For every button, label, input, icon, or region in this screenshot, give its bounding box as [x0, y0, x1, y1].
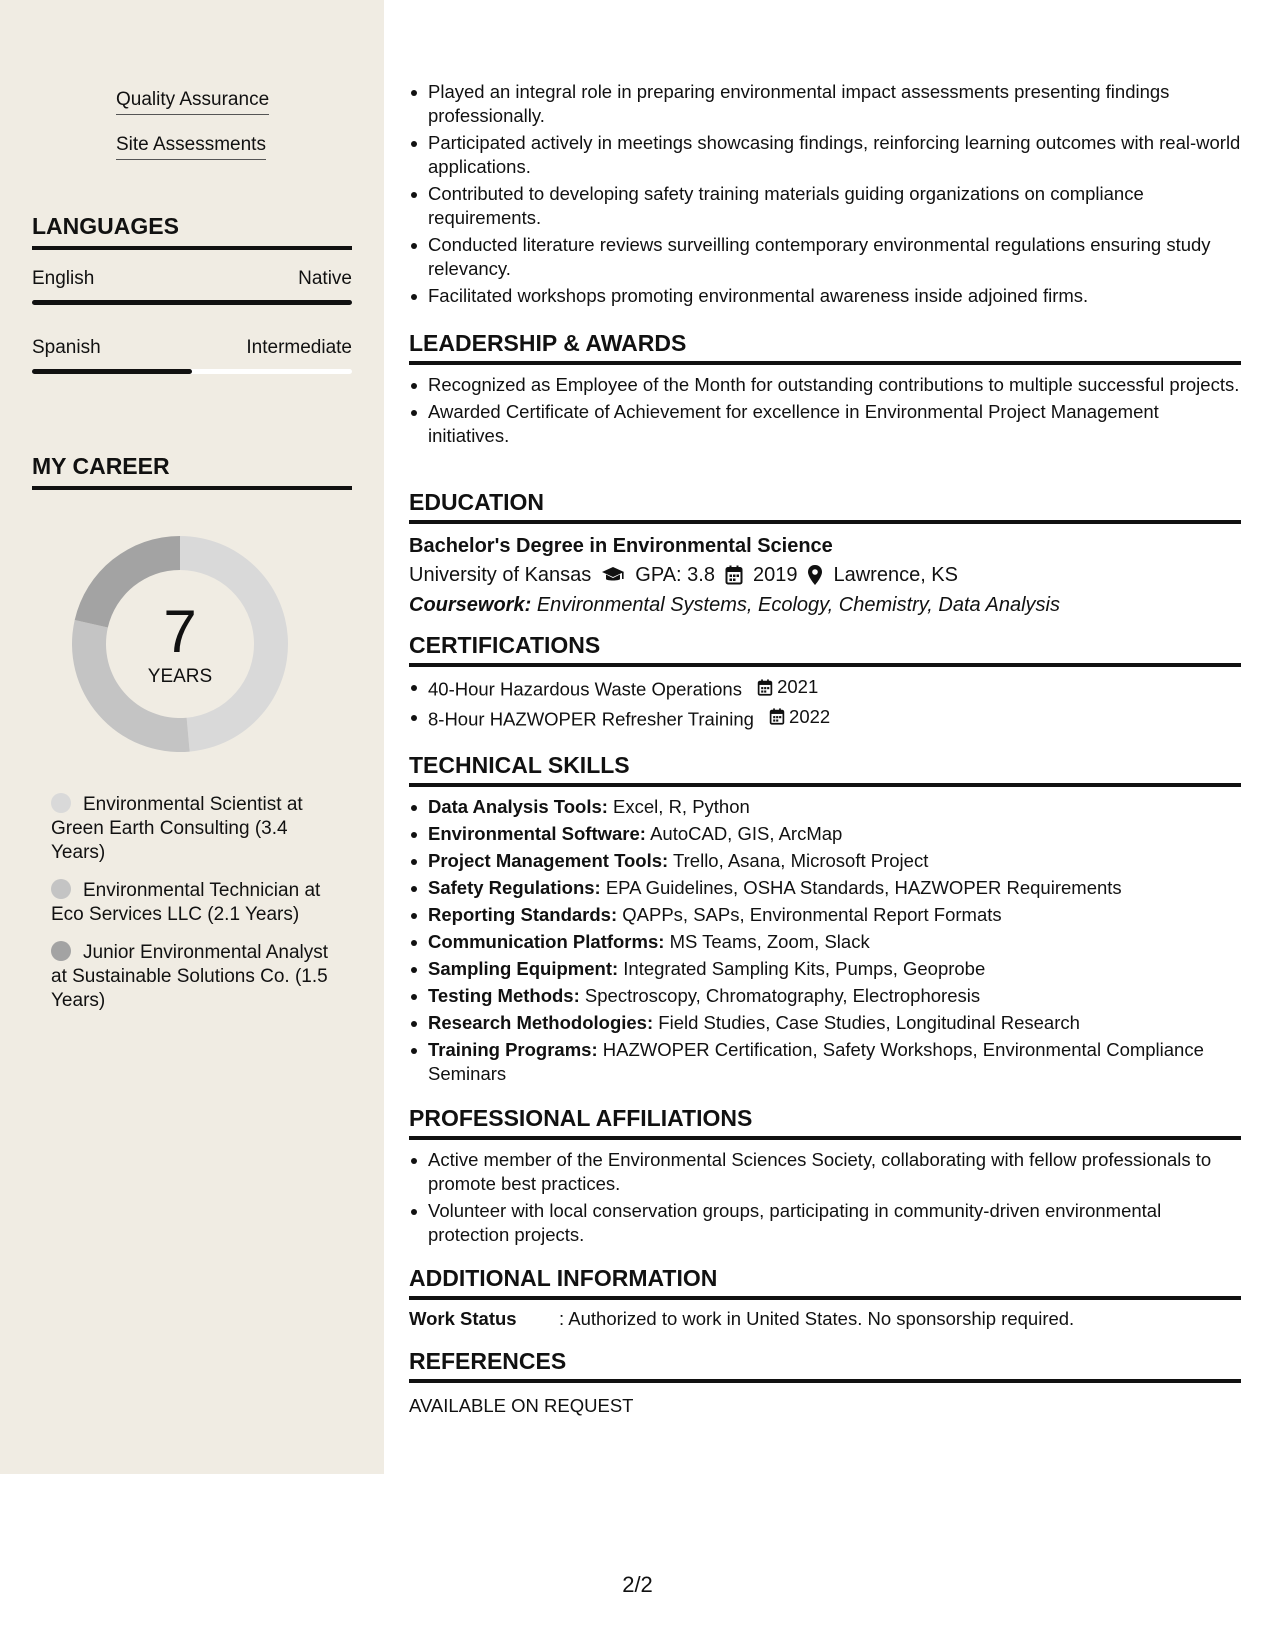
certification-year: 2022: [789, 705, 831, 727]
section-heading: PROFESSIONAL AFFILIATIONS: [409, 1104, 1241, 1140]
skill-label: Training Programs:: [428, 1039, 598, 1060]
work-status-row: [409, 1306, 1241, 1332]
affiliations-list: [409, 1148, 1241, 1247]
section-heading: LEADERSHIP & AWARDS: [409, 329, 1241, 365]
list-item: [409, 957, 1241, 981]
list-item: Conducted literature reviews surveilling contemporary environmental regulations ensuring study relevancy.: [409, 233, 1241, 281]
list-item: [409, 876, 1241, 900]
language-name: English: [32, 268, 95, 289]
language-bar-spanish: [32, 369, 352, 374]
list-item: Volunteer with local conservation groups, participating in community-driven environmental protection projects.: [409, 1199, 1241, 1247]
technical-skills-list: [409, 795, 1241, 1086]
list-item: Played an integral role in preparing environmental impact assessments presenting findings professionally.: [409, 80, 1241, 128]
career-legend-dot: [51, 941, 71, 961]
skill-value: HAZWOPER Certification, Safety Workshops, Environmental Compliance Seminars: [428, 1039, 1204, 1084]
references-section: [409, 1347, 1241, 1419]
skill-label: Project Management Tools:: [428, 850, 669, 871]
certifications-section: [409, 631, 1241, 731]
skill-label: Safety Regulations:: [428, 877, 601, 898]
school-name: University of Kansas: [409, 564, 592, 586]
list-item: [409, 705, 1241, 732]
section-heading: TECHNICAL SKILLS: [409, 751, 1241, 787]
language-row-english: [32, 267, 352, 291]
career-item-text: Junior Environmental Analyst at Sustainable Solutions Co. (1.5 Years): [51, 942, 329, 1011]
skill-value: Field Studies, Case Studies, Longitudinal Research: [658, 1012, 1080, 1033]
section-heading: ADDITIONAL INFORMATION: [409, 1264, 1241, 1300]
skill-value: EPA Guidelines, OSHA Standards, HAZWOPER Requirements: [605, 877, 1122, 898]
skill-label: Environmental Software:: [428, 823, 646, 844]
coursework-label: Coursework:: [409, 594, 532, 616]
skill-label: Sampling Equipment:: [428, 958, 619, 979]
calendar-icon: [757, 679, 773, 696]
certification-year: 2021: [777, 676, 819, 697]
graduation-year: 2019: [752, 564, 798, 586]
location-pin-icon: [807, 564, 823, 586]
list-item: [409, 1038, 1241, 1086]
affiliations-section: [409, 1104, 1241, 1247]
technical-skills-section: [409, 751, 1241, 1086]
skill-value: Excel, R, Python: [613, 796, 750, 817]
career-years-number: 7: [163, 598, 197, 665]
languages-heading: LANGUAGES: [32, 212, 352, 250]
degree-title: Bachelor's Degree in Environmental Science: [409, 535, 833, 557]
info-key: Work Status: [409, 1308, 517, 1329]
list-item: [409, 1011, 1241, 1035]
skill-quality-assurance: Quality Assurance: [116, 88, 269, 115]
language-row-spanish: [32, 336, 352, 360]
skill-value: AutoCAD, GIS, ArcMap: [650, 823, 843, 844]
skill-label: Data Analysis Tools:: [428, 796, 608, 817]
skill-value: QAPPs, SAPs, Environmental Report Formats: [622, 904, 1002, 925]
career-item: [51, 793, 331, 865]
certification-name: 8-Hour HAZWOPER Refresher Training: [428, 708, 754, 729]
certifications-list: [409, 675, 1241, 731]
education-details: [409, 560, 1241, 590]
gpa: GPA: 3.8: [635, 564, 715, 586]
skill-site-assessments: Site Assessments: [116, 133, 266, 160]
language-level: Native: [298, 268, 352, 289]
coursework-list: Environmental Systems, Ecology, Chemistry, Data Analysis: [536, 594, 1060, 616]
skill-label: Research Methodologies:: [428, 1012, 654, 1033]
list-item: [409, 930, 1241, 954]
skill-label: Testing Methods:: [428, 985, 580, 1006]
certification-name: 40-Hour Hazardous Waste Operations: [428, 678, 742, 700]
section-heading: CERTIFICATIONS: [409, 631, 1241, 667]
section-heading: REFERENCES: [409, 1347, 1241, 1383]
career-heading: MY CAREER: [32, 452, 352, 490]
coursework: [409, 590, 1241, 620]
skill-value: Integrated Sampling Kits, Pumps, Geoprobe: [623, 958, 986, 979]
additional-info-section: [409, 1264, 1241, 1332]
list-item: Contributed to developing safety training materials guiding organizations on compliance requirements.: [409, 182, 1241, 230]
language-bar-english: [32, 300, 352, 305]
career-item: [51, 879, 331, 927]
sidebar: [0, 0, 384, 1474]
references-text: AVAILABLE ON REQUEST: [409, 1395, 634, 1416]
language-bar-fill: [32, 369, 192, 374]
experience-list: [409, 80, 1241, 308]
list-item: Awarded Certificate of Achievement for excellence in Environmental Project Management initiatives.: [409, 400, 1241, 448]
list-item: [409, 675, 1241, 702]
calendar-icon: [769, 708, 785, 725]
graduation-cap-icon: [601, 566, 625, 584]
skill-value: Spectroscopy, Chromatography, Electrophoresis: [584, 985, 981, 1006]
info-value: : Authorized to work in United States. No sponsorship required.: [559, 1308, 1075, 1329]
leadership-list: [409, 373, 1241, 448]
experience-section: [409, 80, 1241, 308]
career-item: [51, 941, 331, 1013]
certification-date: [757, 675, 818, 699]
school-location: Lawrence, KS: [833, 564, 958, 586]
certification-date: [769, 705, 830, 729]
list-item: Recognized as Employee of the Month for outstanding contributions to multiple successful projects.: [409, 373, 1241, 397]
list-item: [409, 822, 1241, 846]
career-legend-dot: [51, 793, 71, 813]
career-item-text: Environmental Scientist at Green Earth Consulting (3.4 Years): [51, 794, 303, 863]
career-years-label: YEARS: [147, 666, 213, 687]
skill-label: Reporting Standards:: [428, 904, 618, 925]
list-item: [409, 903, 1241, 927]
language-bar-fill: [32, 300, 352, 305]
leadership-section: [409, 329, 1241, 448]
language-name: Spanish: [32, 337, 101, 358]
page-number: 2/2: [622, 1572, 653, 1597]
list-item: Facilitated workshops promoting environmental awareness inside adjoined firms.: [409, 284, 1241, 308]
list-item: [409, 795, 1241, 819]
list-item: [409, 849, 1241, 873]
language-level: Intermediate: [246, 337, 352, 358]
skill-value: MS Teams, Zoom, Slack: [669, 931, 870, 952]
section-heading: EDUCATION: [409, 488, 1241, 524]
list-item: [409, 984, 1241, 1008]
career-legend-dot: [51, 879, 71, 899]
list-item: Active member of the Environmental Sciences Society, collaborating with fellow professionals to promote best practices.: [409, 1148, 1241, 1196]
calendar-icon: [725, 565, 743, 585]
career-item-text: Environmental Technician at Eco Services LLC (2.1 Years): [51, 880, 321, 925]
skill-value: Trello, Asana, Microsoft Project: [673, 850, 929, 871]
list-item: Participated actively in meetings showcasing findings, reinforcing learning outcomes with real-world applications.: [409, 131, 1241, 179]
main-content: [409, 0, 1241, 1474]
skill-label: Communication Platforms:: [428, 931, 665, 952]
education-section: [409, 488, 1241, 620]
